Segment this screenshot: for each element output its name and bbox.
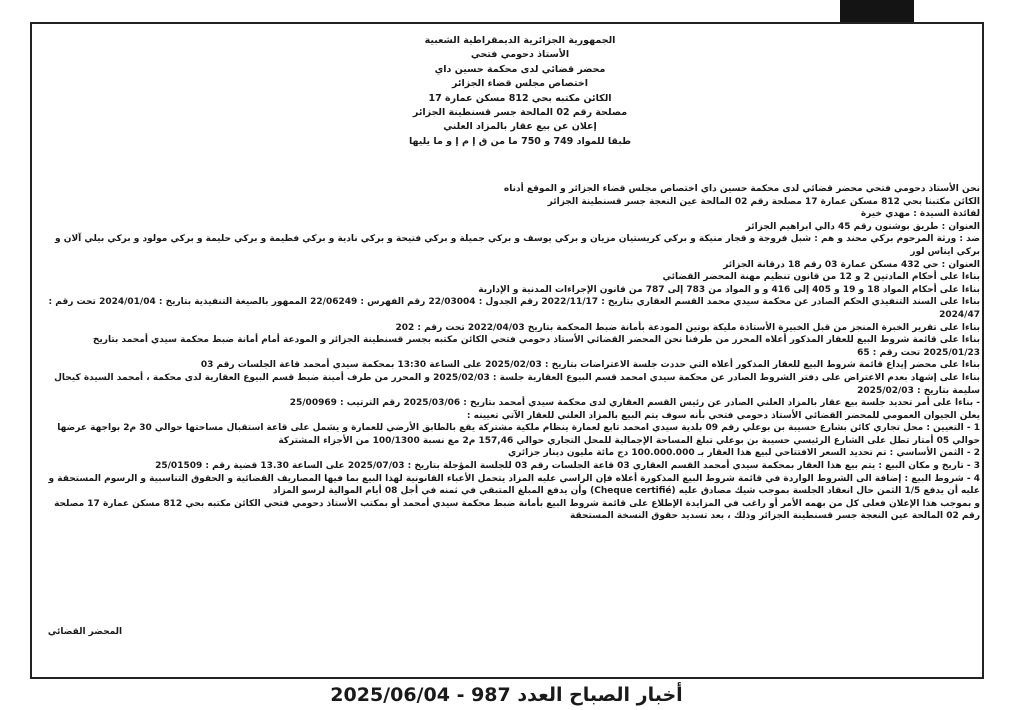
body-paragraph: يعلن الجيوان العمومي للمحضر القضائي الأستاذ دحومي فتحي بأنه سوف يتم البيع بالمزاد العلني للعقار الآتي تعيينه :: [466, 410, 980, 421]
body-paragraph: العنوان : حي 432 مسكن عمارة 03 رقم 18 درقانة الجزائر: [723, 259, 980, 270]
signature-label: المحضر القضائي: [47, 627, 123, 637]
body-paragraph: 2 - الثمن الأساسي : تم تحديد السعر الافتتاحي لبيع هذا العقار بـ 100.000.000 دج مائة مليون دينار جزائري: [507, 448, 980, 459]
body-paragraph: بناءا على قائمة شروط البيع للعقار المذكور أعلاه المحرر من طرفنا نحن المحضر القضائي الأستاذ دحومي فتحي الكائن مكتبه بجسر قسنطينة الجزائر و المودعة أمام أمانة ضبط محكمة سيدي أمحمد بتاريخ 2025/01/23 تحت رقم : 65: [92, 335, 980, 358]
announcement-body: [34, 183, 980, 523]
header-line: طبقا للمواد 749 و 750 ما من ق إ م إ و ما يليها: [408, 135, 632, 147]
body-paragraph: بناءا على إشهاد بعدم الاعتراض على دفتر الشروط الصادر عن محكمة سيدي امحمد قسم البيوع العقارية جلسة : 2025/02/03 و المحرر من طرف أمينة ضبط قسم البيوع العقارية لدى محكمة ، أمحمد السيدة كيحال سليمة بتاريخ : 2025/02/03: [54, 372, 980, 396]
body-paragraph: و بموجب هذا الإعلان فعلى كل من بهمه الأمر أو راغب في المزايدة الإطلاع على قائمة شروط البيع بأمانة ضبط محكمة سيدي أمحمد أو بمكتب الأستاذ دحومي فتحي الكائن مكتبه بحي 812 مسكن عمارة 17 مصلحة رقم 02 المالحة عين النعجة جسر قسنطينة الجزائر وذلك ، بعد تسديد حقوق النسخة المستحقة: [54, 498, 980, 522]
body-paragraph: - بناءا على أمر تحديد جلسة بيع عقار بالمزاد العلني الصادر عن رئيس القسم العقاري لدى محكمة سيدي أمحمد بتاريخ : 2025/03/06 رقم الترتيب : 25/00969: [289, 398, 980, 409]
header-line: محضر قضائي لدى محكمة حسين داي: [434, 63, 606, 75]
body-paragraph: بناءا على السند التنفيذي الحكم الصادر عن محكمة سيدي محمد القسم العقاري بتاريخ : 2022/11/17 رقم الجدول : 22/03004 رقم الفهرس : 22/06249 الممهور بالصيغة التنفيذية بتاريخ : 2024/01/04 تحت رقم : 2024/47: [48, 297, 980, 320]
header-line: مصلحة رقم 02 المالحة جسر قسنطينة الجزائر: [412, 107, 628, 119]
body-paragraph: 4 - شروط البيع : إضافة الى الشروط الواردة في قائمة شروط البيع المذكورة أعلاه فإن الراسي عليه المزاد يتحمل الأعباء القانونية لهذا البيع بما فيها المصاريف القضائية و الحقوق التناسبية و الرسوم المستحقة و عليه أن يدفع 1/5 الثمن حال انعقاد الجلسة بموجب شيك مصادق عليه (Cheque certifié) وأن يدفع المبلغ المتبقي في ثمنه في أجل 08 أيام الموالية لرسو المزاد: [48, 473, 980, 497]
header-line: الكائن مكتبه بحي 812 مسكن عمارة 17: [428, 92, 612, 104]
body-paragraph: العنوان : طريق بوشنون رقم 45 دالي ابراهيم الجزائر: [745, 221, 980, 232]
body-paragraph: 1 - التعيين : محل تجاري كائن بشارع حسيبة بن بوعلي رقم 09 بلدية سيدي امحمد تابع لعمارة ينظام ملكية مشتركة يقع بالطابق الأرضي للعمارة و يشمل على قاعة استقبال مساحتها حوالي 30 م2 بواجهة عرضها حوالي 05 أمتار تطل على الشارع الرئيسي حسيبة بن بوعلي تبلغ المساحة الإجمالية للمحل التجاري حوالي 157,46 م2 مع نسبة 100/1300 من الأجزاء المشتركة: [57, 423, 980, 446]
publication-date: 2025/06/04: [330, 684, 450, 706]
header-line: الأستاذ دحومي فتحي: [470, 49, 570, 61]
body-paragraph: بناءا على تقرير الخبرة المنجز من قبل الخبيرة الأستاذة مليكة بوتين المودعة بأمانة ضبط المحكمة بتاريخ 2022/04/03 تحت رقم : 202: [395, 322, 980, 333]
body-paragraph: 3 - تاريخ و مكان البيع : يتم بيع هذا العقار بمحكمة سيدي أمحمد القسم العقاري 03 قاعة الجلسات رقم 03 للجلسة المؤجلة بتاريخ : 2025/07/03 على الساعة 13.30 قضية رقم : 25/01509: [155, 461, 980, 472]
body-paragraph: الكائن مكتبنا بحي 812 مسكن عمارة 17 مصلحة رقم 02 المالحة عين النعجة جسر قسنطينة الجزائر: [547, 196, 980, 207]
body-paragraph: بناءا على أحكام المادتين 2 و 12 من قانون تنظيم مهنة المحضر القضائي: [662, 272, 980, 283]
announcement-header: [300, 34, 740, 149]
body-paragraph: ضد : ورثة المرحوم بركي محند و هم : شبل فروجة و قجار منيكة و بركي كريستيان مزيان و بركي يوسف و بركي جميلة و بركي فتيحة و بركي نادية و بركي فطيمة و بركي حليمة و بركي مولود و بركي بيلي آلان و بركي ايناس لور: [55, 234, 980, 257]
body-paragraph: لفائدة السيدة : مهدي خيرة: [860, 209, 980, 220]
corner-block: [840, 0, 914, 23]
header-line: إعلان عن بيع عقار بالمزاد العلني: [443, 121, 597, 133]
publication-footer: [0, 681, 1013, 709]
header-line: الجمهورية الجزائرية الديمقراطية الشعبية: [424, 35, 616, 46]
body-paragraph: نحن الأستاذ دحومي فتحي محضر قضائي لدى محكمة حسين داي اختصاص مجلس قضاء الجزائر و الموقع أدناه: [503, 184, 980, 194]
body-paragraph: بناءا على أحكام المواد 18 و 19 و 405 إلى 416 و و المواد من 783 إلى 787 من قانون الإجراءات المدنية و الإدارية: [478, 284, 980, 295]
body-paragraph: بناءا على محضر إيداع قائمة شروط البيع للعقار المذكور أعلاه التي حددت جلسة الاعتراضات بتاريخ : 2025/02/03 على الساعة 13:30 بمحكمة سيدي أمحمد قاعة الجلسات رقم 03: [200, 360, 980, 371]
publication-name: أخبار الصباح العدد 987 -: [456, 684, 683, 706]
header-line: اختصاص مجلس قضاء الجزائر: [452, 78, 588, 90]
